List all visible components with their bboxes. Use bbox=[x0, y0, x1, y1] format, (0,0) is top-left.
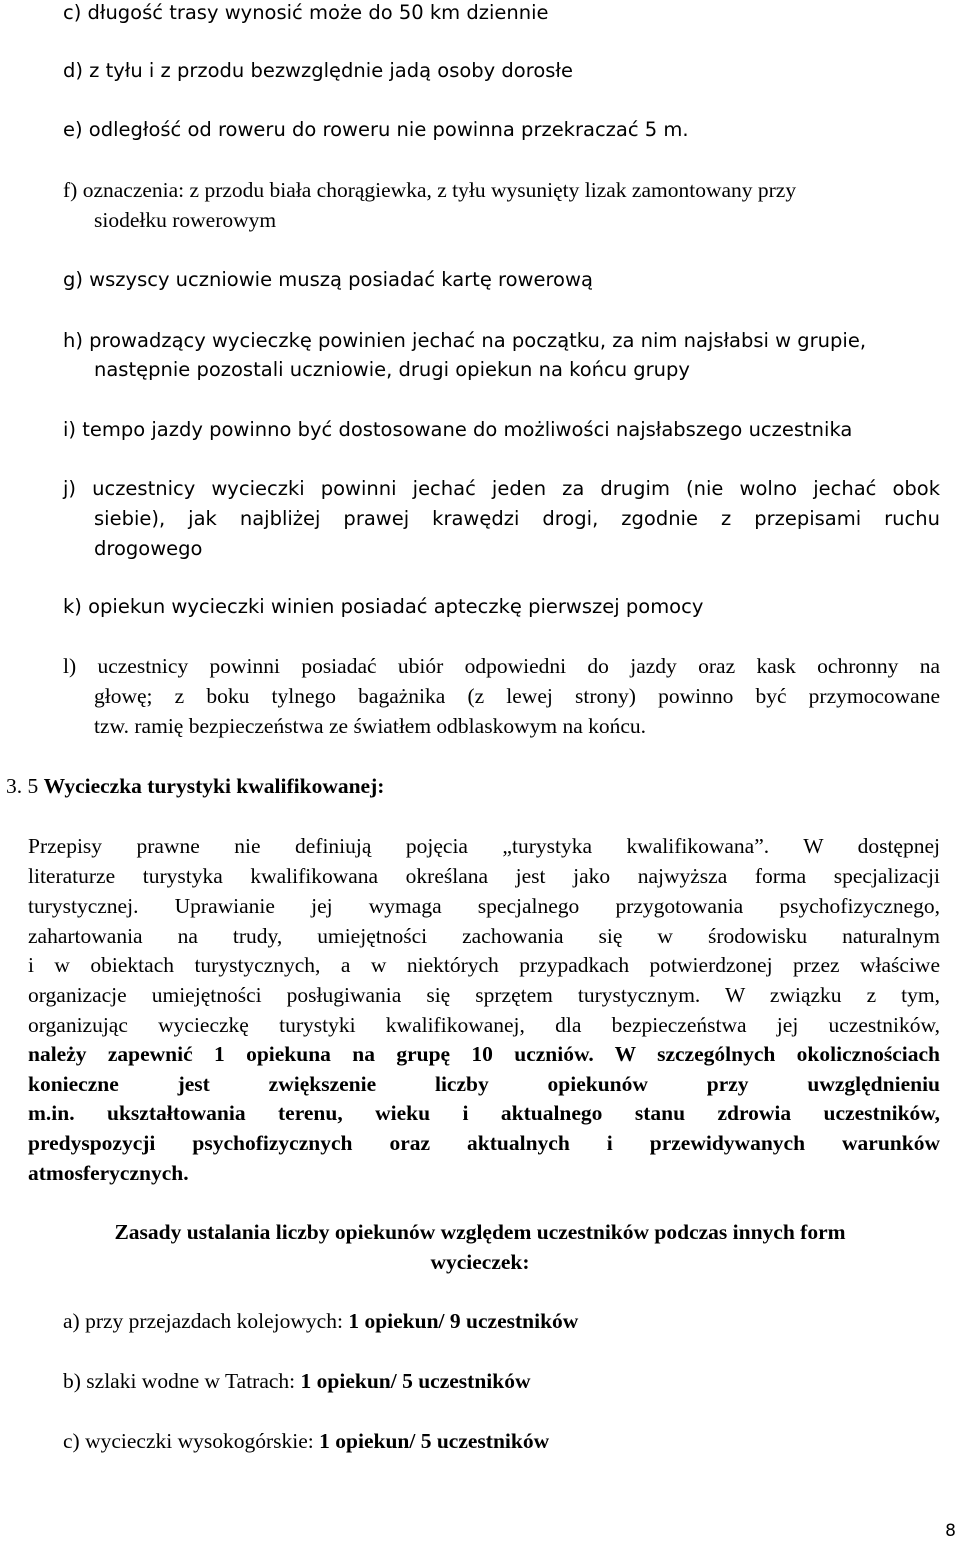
section-title: Wycieczka turystyki kwalifikowanej: bbox=[43, 774, 385, 798]
rule-item-c bbox=[63, 1431, 549, 1453]
list-item-h-line-2: następnie pozostali uczniowie, drugi opiekun na końcu grupy bbox=[94, 358, 690, 381]
paragraph-line-6: organizacje umiejętności posługiwania się sprzętem turystycznym. W związku z tym, bbox=[28, 983, 940, 1007]
rule-a-label: a) przy przejazdach kolejowych: bbox=[63, 1309, 349, 1333]
rule-c-value: 1 opiekun/ 5 uczestników bbox=[319, 1429, 550, 1453]
list-item-j-line-1: j) uczestnicy wycieczki powinni jechać jeden za drugim (nie wolno jechać obok bbox=[63, 477, 940, 500]
list-item-f-line-1: f) oznaczenia: z przodu biała chorągiewka, z tyłu wysunięty lizak zamontowany przy bbox=[63, 178, 797, 202]
list-item-l-line-3: tzw. ramię bezpieczeństwa ze światłem odblaskowym na końcu. bbox=[94, 714, 647, 738]
paragraph-line-4: zahartowania na trudy, umiejętności zachowania się w środowisku naturalnym bbox=[28, 924, 940, 948]
section-number: 3. 5 bbox=[6, 774, 44, 798]
paragraph-line-12: atmosferycznych. bbox=[28, 1161, 189, 1185]
list-item-j-line-3: drogowego bbox=[94, 537, 203, 560]
rule-c-label: c) wycieczki wysokogórskie: bbox=[63, 1429, 320, 1453]
rule-item-a bbox=[63, 1311, 578, 1333]
paragraph-line-8: należy zapewnić 1 opiekuna na grupę 10 uczniów. W szczególnych okolicznościach bbox=[28, 1042, 940, 1066]
rule-a-value: 1 opiekun/ 9 uczestników bbox=[348, 1309, 579, 1333]
list-item-g: g) wszyscy uczniowie muszą posiadać kartę rowerową bbox=[63, 268, 593, 291]
paragraph-line-7: organizując wycieczkę turystyki kwalifikowanej, dla bezpieczeństwa jej uczestników, bbox=[28, 1013, 940, 1037]
paragraph-line-9: konieczne jest zwiększenie liczby opiekunów przy uwzględnieniu bbox=[28, 1072, 940, 1096]
rules-title-line-1: Zasady ustalania liczby opiekunów względem uczestników podczas innych form bbox=[114, 1220, 846, 1244]
list-item-k: k) opiekun wycieczki winien posiadać apteczkę pierwszej pomocy bbox=[63, 595, 704, 618]
paragraph-line-2: literaturze turystyka kwalifikowana określana jest jako najwyższa forma specjalizacji bbox=[28, 864, 940, 888]
rule-b-value: 1 opiekun/ 5 uczestników bbox=[300, 1369, 531, 1393]
list-item-f-line-2: siodełku rowerowym bbox=[94, 208, 277, 232]
list-item-e: e) odległość od roweru do roweru nie powinna przekraczać 5 m. bbox=[63, 118, 689, 141]
rules-title-line-2: wycieczek: bbox=[430, 1250, 530, 1274]
paragraph-line-3: turystycznej. Uprawianie jej wymaga specjalnego przygotowania psychofizycznego, bbox=[28, 894, 940, 918]
list-item-c: c) długość trasy wynosić może do 50 km dziennie bbox=[63, 1, 549, 24]
list-item-l-line-2: głowę; z boku tylnego bagażnika (z lewej strony) powinno być przymocowane bbox=[94, 684, 940, 708]
list-item-d: d) z tyłu i z przodu bezwzględnie jadą osoby dorosłe bbox=[63, 59, 573, 82]
paragraph-line-5: i w obiektach turystycznych, a w niektórych przypadkach potwierdzonej przez właściwe bbox=[28, 953, 940, 977]
paragraph-line-1: Przepisy prawne nie definiują pojęcia „turystyka kwalifikowana”. W dostępnej bbox=[28, 834, 940, 858]
paragraph-line-11: predyspozycji psychofizycznych oraz aktualnych i przewidywanych warunków bbox=[28, 1131, 940, 1155]
page-number: 8 bbox=[945, 1521, 956, 1541]
list-item-h-line-1: h) prowadzący wycieczkę powinien jechać na początku, za nim najsłabsi w grupie, bbox=[63, 329, 867, 352]
list-item-l-line-1: l) uczestnicy powinni posiadać ubiór odpowiedni do jazdy oraz kask ochronny na bbox=[63, 654, 940, 678]
list-item-i: i) tempo jazdy powinno być dostosowane do możliwości najsłabszego uczestnika bbox=[63, 418, 853, 441]
list-item-j-line-2: siebie), jak najbliżej prawej krawędzi drogi, zgodnie z przepisami ruchu bbox=[94, 507, 940, 530]
section-heading bbox=[6, 776, 384, 798]
paragraph-line-10: m.in. ukształtowania terenu, wieku i aktualnego stanu zdrowia uczestników, bbox=[28, 1101, 940, 1125]
rule-b-label: b) szlaki wodne w Tatrach: bbox=[63, 1369, 301, 1393]
rule-item-b bbox=[63, 1371, 531, 1393]
